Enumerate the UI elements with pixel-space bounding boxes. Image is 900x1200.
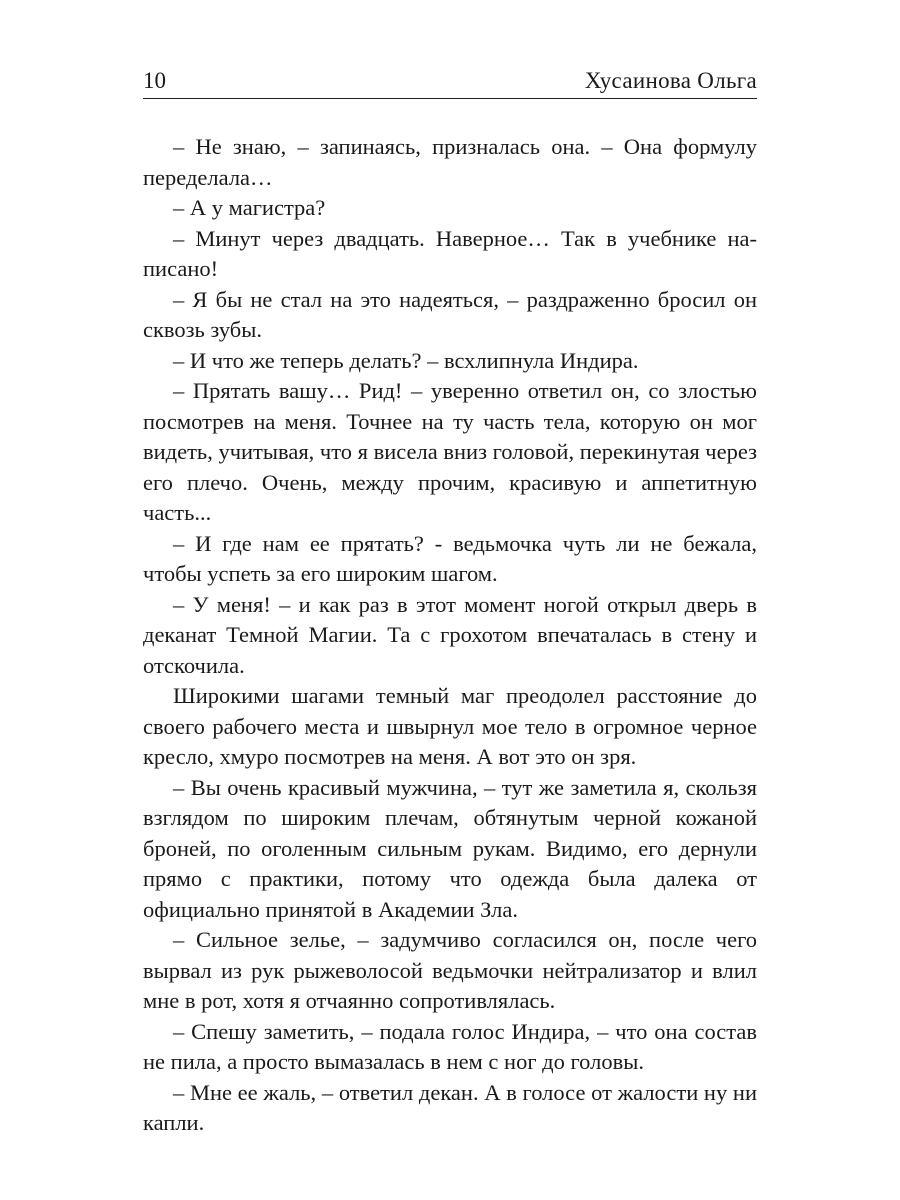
- paragraph: – У меня! – и как раз в этот момент ногой открыл дверь в деканат Темной Магии. Та с грохотом впечаталась в стену и отскочила.: [143, 591, 757, 678]
- running-head-author: Хусаинова Ольга: [584, 68, 757, 93]
- page-header: [143, 66, 757, 99]
- paragraph: – Мне ее жаль, – ответил декан. А в голосе от жалости ну ни капли.: [143, 1079, 757, 1135]
- paragraph: – Я бы не стал на это надеяться, – раздраженно бросил он сквозь зубы.: [143, 286, 757, 342]
- paragraph: – Вы очень красивый мужчина, – тут же заметила я, скользя взглядом по широким плечам, обтянутым черной кожаной броней, по оголенным сильным рукам. Видимо, его дернули прямо с практики, потому что одежда была далека от официально принятой в Академии Зла.: [143, 774, 757, 922]
- paragraph: Широкими шагами темный маг преодолел расстояние до своего рабочего места и швырнул мое тело в огромное черное кресло, хмуро посмотрев на меня. А вот это он зря.: [143, 683, 757, 769]
- paragraph: – Минут через двадцать. Наверное… Так в учебнике написано!: [143, 225, 757, 281]
- paragraph: – Прятать вашу… Рид! – уверенно ответил он, со злостью посмотрев на меня. Точнее на ту часть тела, которую он мог видеть, учитывая, что я висела вниз головой, перекинутая через его плечо. Очень, между прочим, красивую и аппетитную часть...: [143, 378, 757, 525]
- paragraph: – Спешу заметить, – подала голос Индира, – что она состав не пила, а просто вымазалась в нем с ног до головы.: [143, 1018, 757, 1074]
- paragraph: – Сильное зелье, – задумчиво согласился он, после чего вырвал из рук рыжеволосой ведьмочки нейтрализатор и влил мне в рот, хотя я отчаянно сопротивлялась.: [143, 927, 757, 1013]
- text-body: [143, 132, 757, 1139]
- page-number: 10: [143, 68, 166, 93]
- paragraph: – И где нам ее прятать? - ведьмочка чуть ли не бежала, чтобы успеть за его широким шагом.: [143, 530, 757, 586]
- paragraph: – Не знаю, – запинаясь, призналась она. – Она формулу переделала…: [143, 134, 757, 190]
- paragraph: – А у магистра?: [173, 195, 326, 220]
- paragraph: – И что же теперь делать? – всхлипнула Индира.: [173, 347, 639, 373]
